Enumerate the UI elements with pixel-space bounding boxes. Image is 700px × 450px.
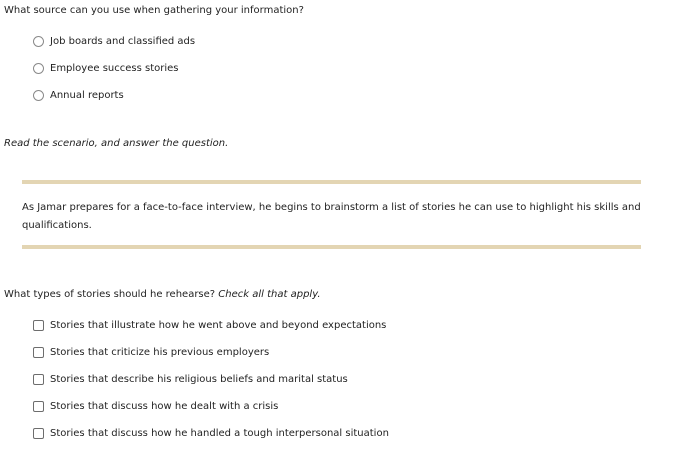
radio-button[interactable] [33,36,44,47]
radio-button[interactable] [33,90,44,101]
scenario-bottom-divider [22,245,641,249]
q1-option-employee-success[interactable] [33,61,179,75]
q2-option-label: Stories that discuss how he dealt with a crisis [50,400,279,412]
q1-option-label: Annual reports [50,89,124,101]
scenario-text [22,199,641,235]
q1-option-label: Job boards and classified ads [50,35,196,47]
scenario-line: As Jamar prepares for a face-to-face interview, he begins to brainstorm a list of stories he can use to highlight his skills and [22,202,641,213]
q2-option-crisis[interactable] [33,399,278,413]
q2-option-label: Stories that discuss how he handled a tough interpersonal situation [50,427,389,439]
question-2-prompt [4,288,321,301]
q2-option-religious-beliefs[interactable] [33,372,348,386]
question-1-prompt: What source can you use when gathering your information? [4,5,304,16]
scenario-top-divider [22,180,641,184]
q1-option-annual-reports[interactable] [33,88,124,102]
scenario-instruction: Read the scenario, and answer the question. [4,138,229,149]
q1-option-job-boards[interactable] [33,34,195,48]
q2-option-label: Stories that describe his religious beliefs and marital status [50,373,348,385]
checkbox[interactable] [33,374,44,385]
question-2-hint: Check all that apply. [218,289,321,300]
checkbox[interactable] [33,347,44,358]
q2-option-label: Stories that criticize his previous employers [50,346,270,358]
q2-option-interpersonal[interactable] [33,426,389,440]
q2-option-label: Stories that illustrate how he went above and beyond expectations [50,319,387,331]
checkbox[interactable] [33,401,44,412]
checkbox[interactable] [33,428,44,439]
checkbox[interactable] [33,320,44,331]
q2-option-above-beyond[interactable] [33,318,386,332]
scenario-line: qualifications. [22,220,92,231]
q2-option-criticize-employers[interactable] [33,345,269,359]
radio-button[interactable] [33,63,44,74]
q1-option-label: Employee success stories [50,62,179,74]
question-2-text: What types of stories should he rehearse? [4,289,216,300]
